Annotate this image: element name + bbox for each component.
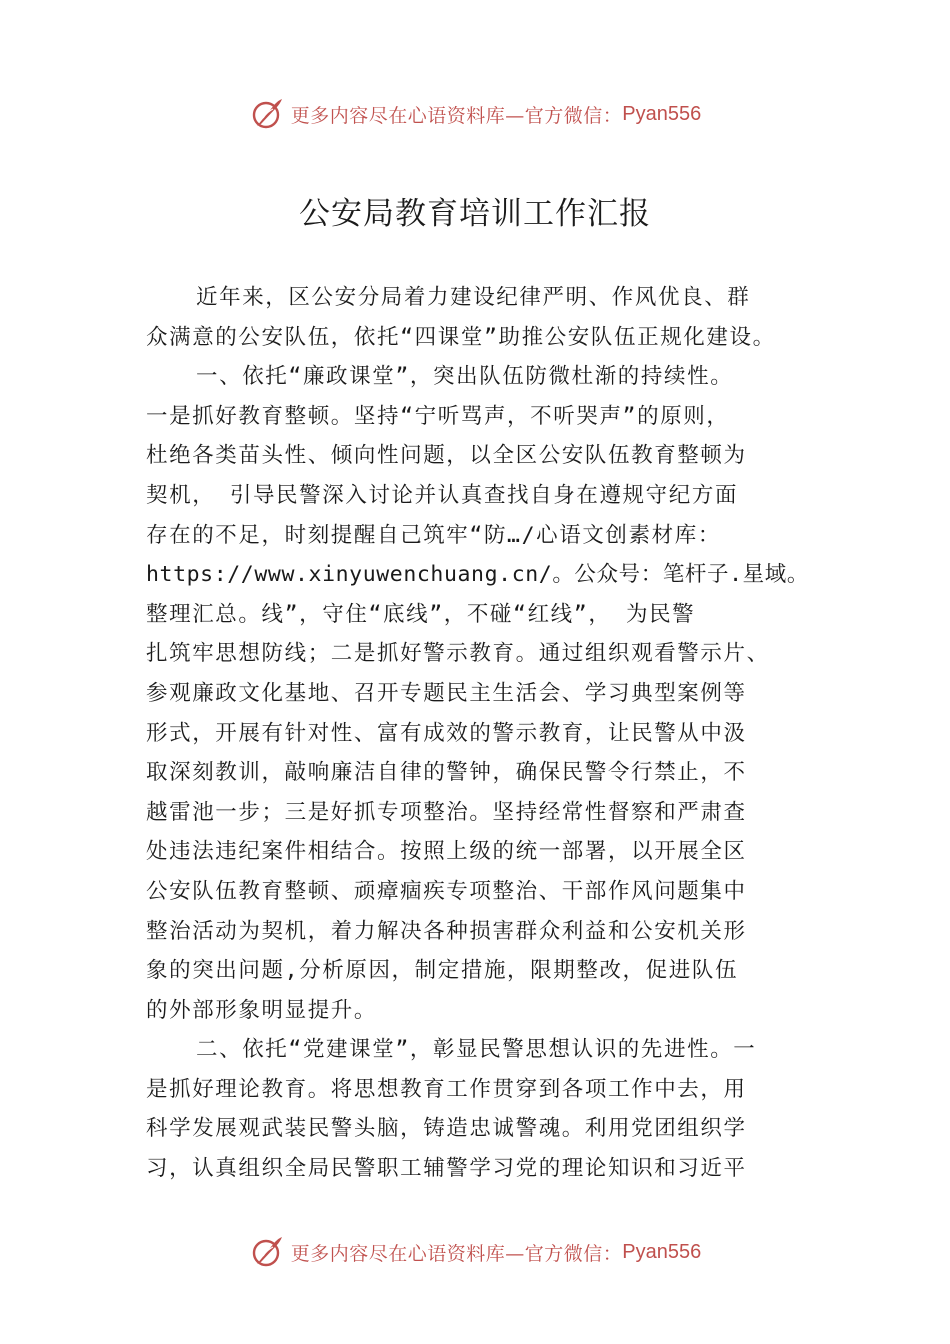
body-line: 众满意的公安队伍，依托“四课堂”助推公安队伍正规化建设。 bbox=[146, 324, 776, 350]
body-line: 形式，开展有针对性、富有成效的警示教育，让民警从中汲 bbox=[146, 720, 747, 746]
body-line: 一、依托“廉政课堂”，突出队伍防微杜渐的持续性。 bbox=[196, 364, 734, 390]
banner-wechat-handle: Pyan556 bbox=[622, 102, 702, 125]
body-line: 一是抓好教育整顿。坚持“宁听骂声，不听哭声”的原则， bbox=[146, 403, 730, 429]
body-line: 越雷池一步；三是好抓专项整治。坚持经常性督察和严肃查 bbox=[146, 799, 747, 825]
body-line: 二、依托“党建课堂”，彰显民警思想认识的先进性。一 bbox=[196, 1037, 757, 1063]
body-line: 处违法违纪案件相结合。按照上级的统一部署，以开展全区 bbox=[146, 839, 747, 865]
banner-text: 更多内容尽在心语资料库—官方微信： bbox=[290, 104, 623, 127]
body-line: 契机， 引导民警深入讨论并认真查找自身在遵规守纪方面 bbox=[146, 482, 739, 508]
body-line: 取深刻教训，敲响廉洁自律的警钟，确保民警令行禁止，不 bbox=[146, 760, 747, 786]
document-title: 公安局教育培训工作汇报 bbox=[299, 196, 651, 232]
quill-logo-icon bbox=[249, 1234, 285, 1270]
body-line: 公安队伍教育整顿、顽瘴痼疾专项整治、干部作风问题集中 bbox=[146, 878, 747, 904]
body-line: 近年来，区公安分局着力建设纪律严明、作风优良、群 bbox=[196, 285, 751, 310]
document-body bbox=[146, 278, 814, 1189]
body-line: 的外部形象明显提升。 bbox=[146, 997, 378, 1023]
body-line: 参观廉政文化基地、召开专题民主生活会、学习典型案例等 bbox=[146, 680, 747, 706]
quill-logo-icon bbox=[249, 96, 285, 132]
body-line: 杜绝各类苗头性、倾向性问题，以全区公安队伍教育整顿为 bbox=[146, 443, 747, 469]
body-line: 习，认真组织全局民警职工辅警学习党的理论知识和习近平 bbox=[146, 1156, 747, 1182]
body-line: 存在的不足，时刻提醒自己筑牢“防…/心语文创素材库： bbox=[146, 522, 721, 548]
body-line: 扎筑牢思想防线；二是抓好警示教育。通过组织观看警示片、 bbox=[146, 641, 770, 667]
banner-wechat-handle: Pyan556 bbox=[622, 1240, 702, 1263]
body-line: 整治活动为契机，着力解决各种损害群众利益和公安机关形 bbox=[146, 918, 747, 944]
body-line: https://www.xinyuwenchuang.cn/。公众号：笔杆子.星域。 bbox=[146, 562, 809, 588]
body-line: 科学发展观武装民警头脑，铸造忠诚警魂。利用党团组织学 bbox=[146, 1116, 747, 1142]
body-line: 整理汇总。线”，守住“底线”，不碰“红线”， 为民警 bbox=[146, 601, 696, 627]
banner-text: 更多内容尽在心语资料库—官方微信： bbox=[290, 1242, 623, 1265]
header-banner bbox=[0, 94, 950, 134]
body-line: 是抓好理论教育。将思想教育工作贯穿到各项工作中去，用 bbox=[146, 1076, 747, 1102]
body-line: 象的突出问题,分析原因，制定措施，限期整改，促进队伍 bbox=[146, 958, 739, 984]
footer-banner bbox=[0, 1232, 950, 1272]
